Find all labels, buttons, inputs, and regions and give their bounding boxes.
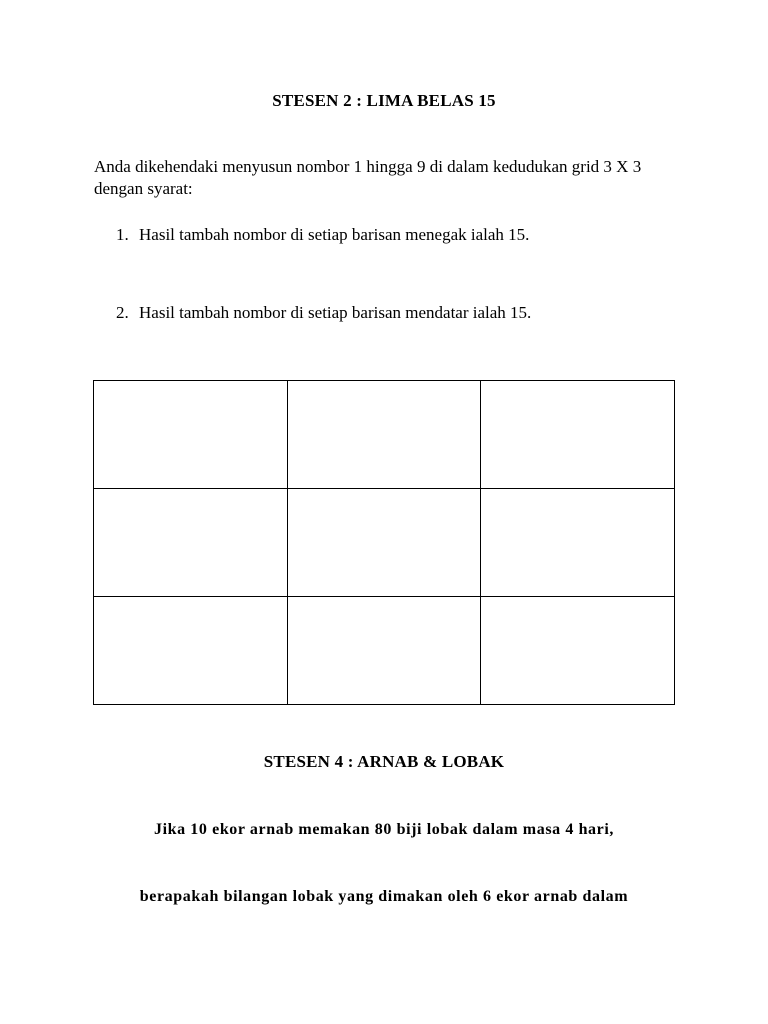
grid-cell [481,489,675,597]
grid-cell [94,381,288,489]
condition-number: 1. [116,225,129,244]
grid-row [94,489,675,597]
grid-cell [94,489,288,597]
grid-cell [481,597,675,705]
grid-cell [287,381,481,489]
station-4-title: STESEN 4 : ARNAB & LOBAK [263,752,505,771]
condition-item [116,225,529,245]
station-4-question-line-2: berapakah bilangan lobak yang dimakan oleh 6 ekor arnab dalam [139,888,629,905]
grid-cell [481,381,675,489]
answer-grid-3x3 [93,380,675,705]
condition-text: Hasil tambah nombor di setiap barisan menegak ialah 15. [139,225,530,244]
grid-row [94,597,675,705]
grid-cell [94,597,288,705]
grid-cell [287,489,481,597]
station-4-question-line-1: Jika 10 ekor arnab memakan 80 biji lobak dalam masa 4 hari, [153,821,615,838]
station-2-instructions: Anda dikehendaki menyusun nombor 1 hingga 9 di dalam kedudukan grid 3 X 3 dengan syarat: [94,157,642,198]
grid-row [94,381,675,489]
condition-item [116,303,531,323]
station-2-title: STESEN 2 : LIMA BELAS 15 [272,91,496,110]
condition-number: 2. [116,303,129,322]
condition-text: Hasil tambah nombor di setiap barisan mendatar ialah 15. [139,303,532,322]
grid-cell [287,597,481,705]
